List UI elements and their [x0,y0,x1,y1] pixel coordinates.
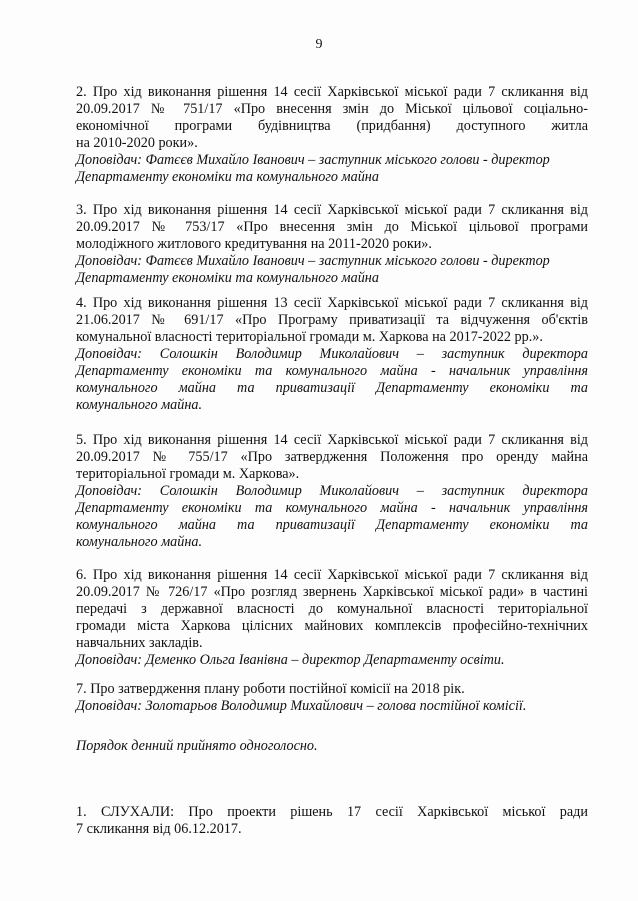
agenda-item-7-speaker: Доповідач: Золотарьов Володимир Михайлович – голова постійної комісії. [76,698,527,714]
agenda-item-3-line: 3. Про хід виконання рішення 14 сесії Харківської міської ради 7 скликання від [76,202,588,218]
agenda-item-2-speaker: Доповідач: Фатєєв Михайло Іванович – заступник міського голови - директор [76,152,550,168]
agenda-item-2 [76,84,588,186]
agenda-item-4-speaker: Департаменту економіки та комунального майна - начальник управління [76,363,588,379]
agenda-item-5-line: 5. Про хід виконання рішення 14 сесії Харківської міської ради 7 скликання від [76,432,588,448]
agenda-item-5-speaker: Доповідач: Солошкін Володимир Миколайович – заступник директора [76,483,588,499]
agenda-item-5 [76,432,588,551]
agenda-item-6 [76,567,588,669]
agenda-item-4-line: 4. Про хід виконання рішення 13 сесії Харківської міської ради 7 скликання від [76,295,588,311]
agenda-item-5-line: територіальної громади м. Харкова». [76,466,300,482]
agenda-item-2-line: 20.09.2017 № 751/17 «Про внесення змін до Міської цільової соціально- [76,101,588,117]
agenda-item-3-speaker: Доповідач: Фатєєв Михайло Іванович – заступник міського голови - директор [76,253,550,269]
agenda-item-4-speaker: комунального майна. [76,397,203,413]
agenda-item-2-line: економічної програми будівництва (придбання) доступного житла [76,118,588,134]
agenda-item-6-line: передачі з державної власності до комунальної власності територіальної [76,601,588,617]
agenda-item-3-line: 20.09.2017 № 753/17 «Про внесення змін до Міської цільової програми [76,219,588,235]
agenda-item-3-speaker: Департаменту економіки та комунального майна [76,270,379,286]
agenda-item-5-speaker: Департаменту економіки та комунального майна - начальник управління [76,500,588,516]
agenda-item-5-line: 20.09.2017 № 755/17 «Про затвердження Положення про оренду майна [76,449,588,465]
agenda-item-5-speaker: комунального майна та приватизації Департаменту економіки та [76,517,588,533]
agenda-item-6-line: 20.09.2017 № 726/17 «Про розгляд звернень Харківської міської ради» в частині [76,584,588,600]
agenda-item-3 [76,202,588,287]
agenda-item-4 [76,295,588,414]
agenda-item-3-line: молодіжного житлового кредитування на 2011-2020 роки». [76,236,432,252]
heard-line: 1. СЛУХАЛИ: Про проекти рішень 17 сесії Харківської міської ради [76,804,588,820]
heard-section [76,804,588,838]
agenda-item-4-speaker: Доповідач: Солошкін Володимир Миколайович – заступник директора [76,346,588,362]
agenda-item-4-line: 21.06.2017 № 691/17 «Про Програму приватизації та відчуження об'єктів [76,312,588,328]
page-number: 9 [315,37,323,52]
agenda-item-7 [76,681,588,715]
agenda-item-2-speaker: Департаменту економіки та комунального майна [76,169,379,185]
agenda-item-4-speaker: комунального майна та приватизації Департаменту економіки та [76,380,588,396]
agenda-item-6-line: громади міста Харкова цілісних майнових комплексів професійно-технічних [76,618,588,634]
agenda-item-6-line: 6. Про хід виконання рішення 14 сесії Харківської міської ради 7 скликання від [76,567,588,583]
agenda-item-5-speaker: комунального майна. [76,534,203,550]
agenda-item-2-line: 2. Про хід виконання рішення 14 сесії Харківської міської ради 7 скликання від [76,84,588,100]
agenda-adopted-text: Порядок денний прийнято одноголосно. [76,738,318,754]
heard-line: 7 скликання від 06.12.2017. [76,821,242,837]
agenda-item-2-line: на 2010-2020 роки». [76,135,198,151]
agenda-item-7-line: 7. Про затвердження плану роботи постійної комісії на 2018 рік. [76,681,465,697]
agenda-adopted-note [76,738,588,755]
agenda-item-6-line: навчальних закладів. [76,635,203,651]
agenda-item-4-line: комунальної власності територіальної громади м. Харкова на 2017-2022 рр.». [76,329,543,345]
agenda-item-6-speaker: Доповідач: Деменко Ольга Іванівна – директор Департаменту освіти. [76,652,505,668]
